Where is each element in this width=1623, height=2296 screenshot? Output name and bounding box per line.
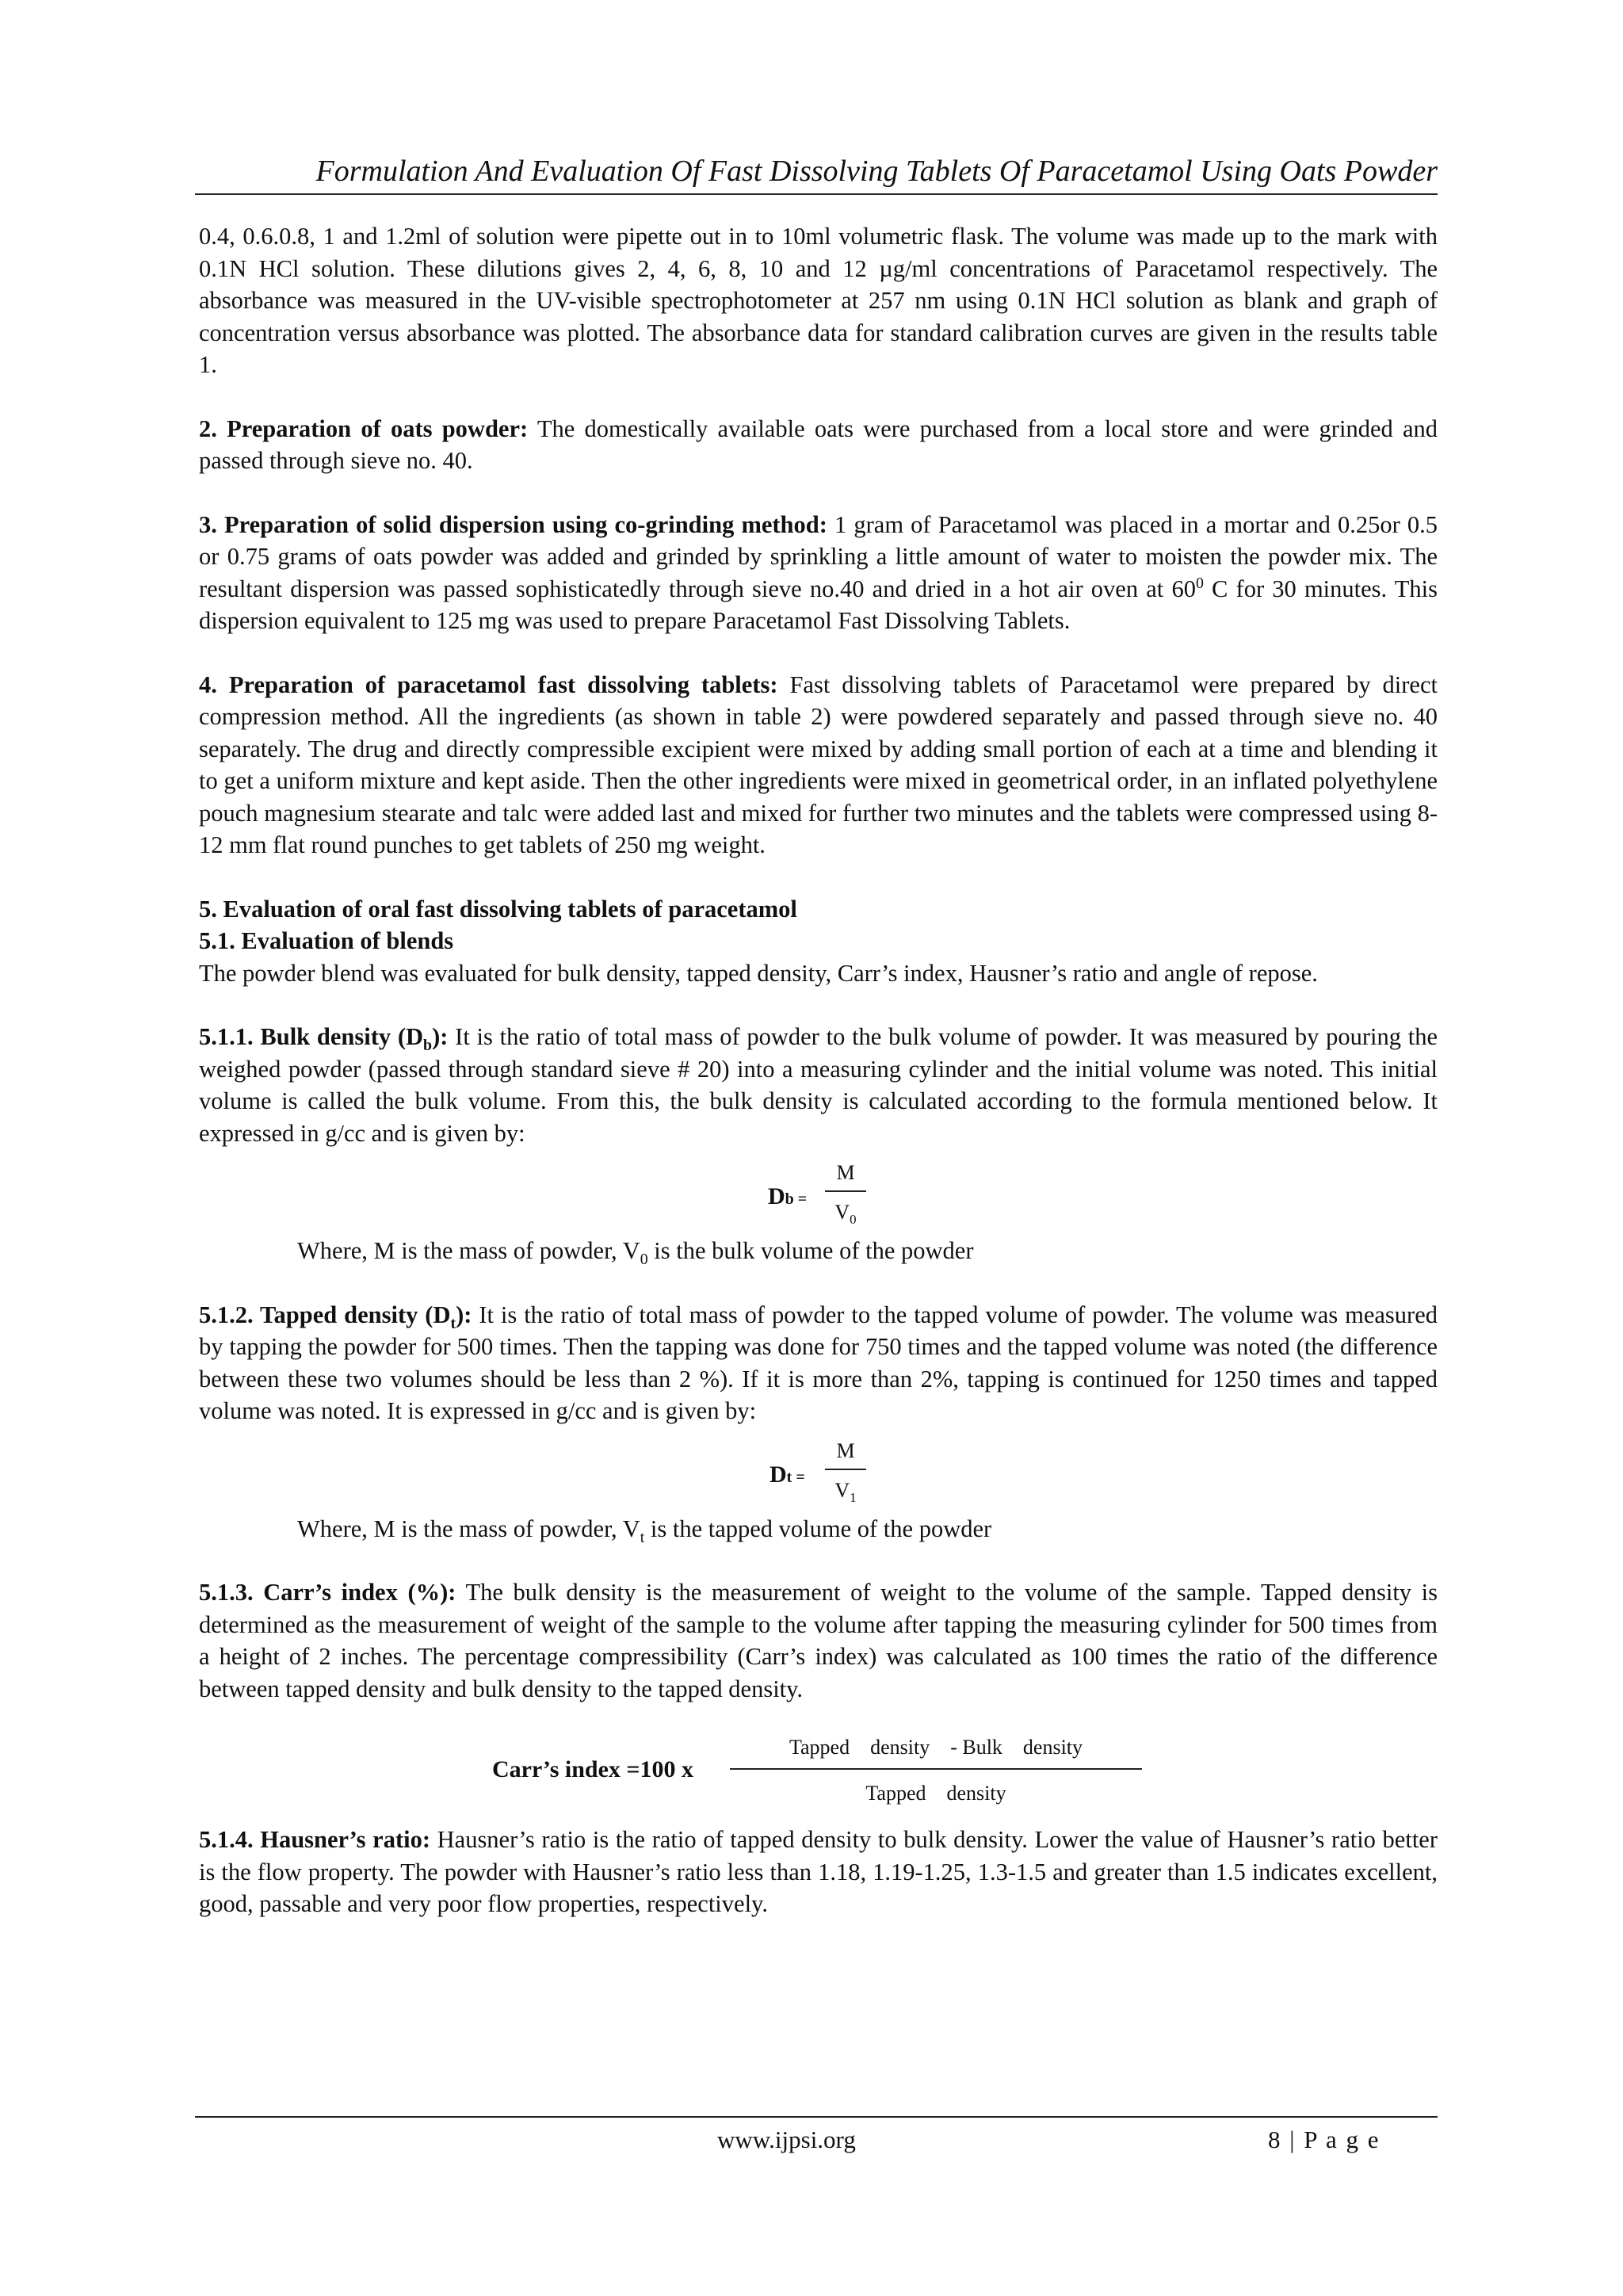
subsection-heading-blends: 5.1. Evaluation of blends (199, 927, 454, 954)
section-fdt-preparation (199, 669, 1438, 861)
fraction-bar (825, 1469, 866, 1470)
degree-superscript: 0 (1195, 574, 1204, 592)
footer-rule (195, 2116, 1438, 2118)
formula-numerator: M (836, 1161, 855, 1184)
formula-denominator: $V_0$ (834, 1201, 857, 1228)
carrs-index-formula (199, 1705, 1438, 1824)
section-heading: 5.1.2. Tapped density $(D_t)$: (199, 1301, 472, 1332)
section-carrs-index (199, 1576, 1438, 1705)
paragraph-calibration: 0.4, 0.6.0.8, 1 and 1.2ml of solution were pipette out in to 10ml volumetric flask. The volume was made up to the mark with 0.1N HCl solution. These dilutions gives 2, 4, 6, 8, 10 and 12 µg/ml concentrations of Paracetamol respectively. The absorbance was measured in the UV-visible spectrophotometer at 257 nm using 0.1N HCl solution as blank and graph of concentration versus absorbance was plotted. The absorbance data for standard calibration curves are given in the results table 1. (199, 223, 1438, 378)
tapped-density-where: Where, M is the mass of powder, $V_t$ is the tapped volume of the powder (297, 1515, 992, 1546)
section-text: Fast dissolving tablets of Paracetamol were prepared by direct compression method. All the ingredients (as shown in table 2) were powdered separately and passed through sieve no. 40 separately. The drug and directly compressible excipient were mixed by adding small portion of each at a time and blending it to get a uniform mixture and kept aside. Then the other ingredients were mixed in geometrical order, in an inflated polyethylene pouch magnesium stearate and talc were added last and mixed for further two minutes and the tablets were compressed using 8-12 mm flat round punches to get tablets of 250 mg weight. (199, 670, 1438, 858)
section-solid-dispersion (199, 509, 1438, 637)
formula-denominator: Tapped density (865, 1782, 1006, 1805)
section-heading: 4. Preparation of paracetamol fast dissolving tablets: (199, 670, 778, 698)
formula-lhs: Db = (768, 1183, 808, 1209)
formula-numerator: Tapped density - Bulk density (789, 1736, 1083, 1759)
section-oats-powder (199, 413, 1438, 477)
section-heading-evaluation: 5. Evaluation of oral fast dissolving tablets of paracetamol (199, 895, 797, 923)
section-heading: 5.1.4. Hausner’s ratio: (199, 1826, 430, 1853)
section-text: The domestically available oats were purchased from a local store and were grinded and passed through sieve no. 40. (199, 415, 1438, 474)
section-tapped-density (199, 1299, 1438, 1427)
formula-denominator: $V_1$ (834, 1478, 857, 1505)
bulk-density-formula (199, 1149, 1438, 1235)
paragraph-blend-evaluation: The powder blend was evaluated for bulk density, tapped density, Carr’s index, Hausner’s ratio and angle of repose. (199, 959, 1318, 987)
section-text: 1 gram of Paracetamol was placed in a mortar and 0.25or 0.5 or 0.75 grams of oats powder was added and grinded by sprinkling a little amount of water to moisten the powder mix. The resultant dispersion was passed sophisticatedly through sieve no.40 and dried in a hot air oven at 60 (199, 510, 1438, 602)
section-text: It is the ratio of total mass of powder to the tapped volume of powder. The volume was measured by tapping the powder for 500 times. Then the tapping was done for 750 times and the tapped volume was noted (the difference between these two volumes should be less than 2 %). If it is more than 2%, tapping is continued for 1250 times and tapped volume was noted. It is expressed in g/cc and is given by: (199, 1301, 1438, 1424)
header-rule (195, 193, 1438, 195)
section-bulk-density (199, 1021, 1438, 1149)
section-heading: 2. Preparation of oats powder: (199, 415, 529, 442)
fraction-bar (730, 1768, 1142, 1770)
bulk-density-where: Where, M is the mass of powder, $V_0$ is the bulk volume of the powder (297, 1237, 974, 1269)
section-hausners-ratio (199, 1824, 1438, 1920)
fraction-bar (825, 1190, 866, 1192)
footer-url: www.ijpsi.org (717, 2126, 856, 2153)
tapped-density-formula (199, 1427, 1438, 1513)
section-heading: 5.1.3. Carr’s index (%): (199, 1579, 456, 1606)
section-text: Hausner’s ratio is the ratio of tapped density to bulk density. Lower the value of Hausner’s ratio better is the flow property. The powder with Hausner’s ratio less than 1.18, 1.19-1.25, 1.3-1.5 and greater than 1.5 indicates excellent, good, passable and very poor flow properties, respectively. (199, 1826, 1438, 1917)
section-heading: 5.1.1. Bulk density $(D_b)$: (199, 1023, 449, 1055)
section-text-cont: C for 30 minutes. This dispersion equivalent to 125 mg was used to prepare Paracetamol Fast Dissolving Tablets. (199, 575, 1438, 634)
formula-numerator: M (836, 1438, 855, 1462)
formula-lhs: Carr’s index =100 x (492, 1756, 694, 1782)
section-heading: 3. Preparation of solid dispersion using co-grinding method: (199, 510, 827, 538)
section-text: The bulk density is the measurement of weight to the volume of the sample. Tapped density is determined as the measurement of weight of the sample to the volume after tapping the measuring cylinder for 500 times from a height of 2 inches. The percentage compressibility (Carr’s index) was calculated as 100 times the ratio of the difference between tapped density and bulk density to the tapped density. (199, 1579, 1438, 1702)
formula-lhs: Dt = (769, 1461, 805, 1488)
page-number: 8 | P a g e (1268, 2126, 1381, 2153)
running-title: Formulation And Evaluation Of Fast Dissolving Tablets Of Paracetamol Using Oats Powder (315, 155, 1438, 188)
section-text: It is the ratio of total mass of powder to the bulk volume of powder. It was measured by pouring the weighed powder (passed through standard sieve # 20) into a measuring cylinder and the initial volume was noted. This initial volume is called the bulk volume. From this, the bulk density is calculated according to the formula mentioned below. It expressed in g/cc and is given by: (199, 1023, 1438, 1147)
body-text (199, 220, 1438, 1920)
